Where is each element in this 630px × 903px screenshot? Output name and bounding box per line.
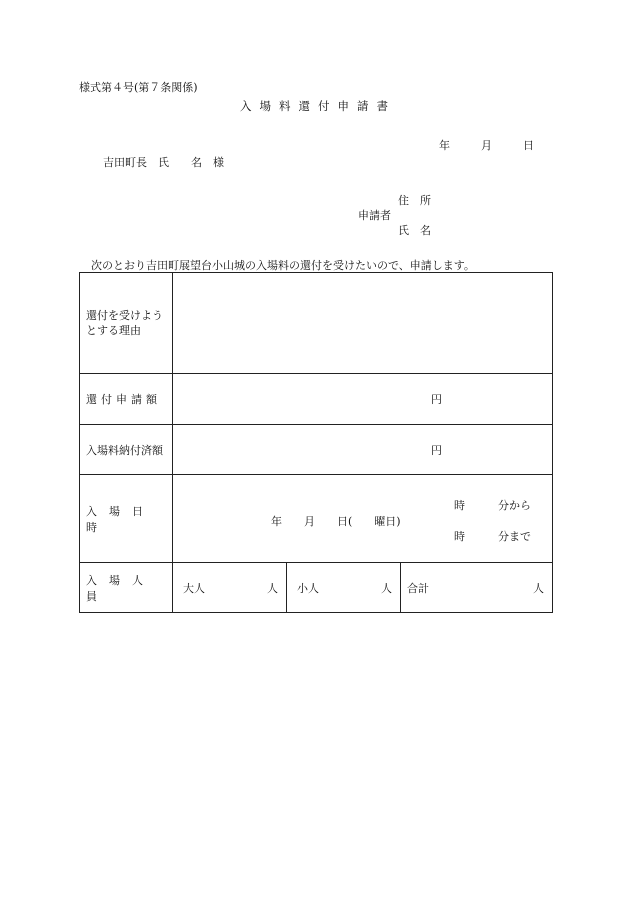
entry-label: 入場日時 (80, 475, 173, 563)
child-field[interactable] (287, 563, 401, 613)
reason-label-cell (80, 273, 173, 374)
amount-field[interactable] (173, 374, 553, 425)
reason-label: 還付を受けようとする理由 (86, 309, 163, 337)
addressee: 吉田町長 氏 名 様 (103, 156, 224, 169)
people-row (80, 563, 553, 613)
entry-date: 年 月 日( 曜日) (271, 514, 401, 528)
reason-field[interactable] (173, 273, 553, 374)
date-line (439, 137, 534, 153)
day-label: 日 (523, 139, 534, 152)
entry-field[interactable] (173, 475, 553, 563)
total-label: 合計 (407, 581, 429, 595)
total-field[interactable] (401, 563, 553, 613)
entry-row (80, 475, 553, 563)
child-unit: 人 (381, 581, 392, 595)
amount-label: 還付申請額 (80, 374, 173, 425)
adult-unit: 人 (267, 581, 278, 595)
adult-label: 大人 (183, 581, 205, 595)
paid-field[interactable] (173, 425, 553, 475)
month-label: 月 (481, 139, 492, 152)
time-to: 時 分まで (454, 529, 531, 543)
form-title: 入場料還付申請書 (240, 99, 396, 113)
paid-label: 入場料納付済額 (80, 425, 173, 475)
year-label: 年 (439, 139, 450, 152)
people-label: 入場人員 (80, 563, 173, 613)
form-number: 様式第４号(第７条関係) (79, 81, 198, 94)
applicant-label: 申請者 (358, 209, 391, 222)
amount-row (80, 374, 553, 425)
adult-field[interactable] (173, 563, 287, 613)
reason-row (80, 273, 553, 374)
paid-unit: 円 (431, 443, 443, 457)
amount-unit: 円 (431, 393, 443, 406)
time-from: 時 分から (454, 498, 531, 512)
paid-row (80, 425, 553, 475)
statement: 次のとおり吉田町展望台小山城の入場料の還付を受けたいので、申請します。 (91, 259, 475, 272)
total-unit: 人 (533, 581, 545, 595)
address-label: 住 所 (398, 194, 431, 207)
application-table (79, 272, 553, 613)
name-label: 氏 名 (398, 224, 431, 237)
child-label: 小人 (297, 581, 319, 595)
